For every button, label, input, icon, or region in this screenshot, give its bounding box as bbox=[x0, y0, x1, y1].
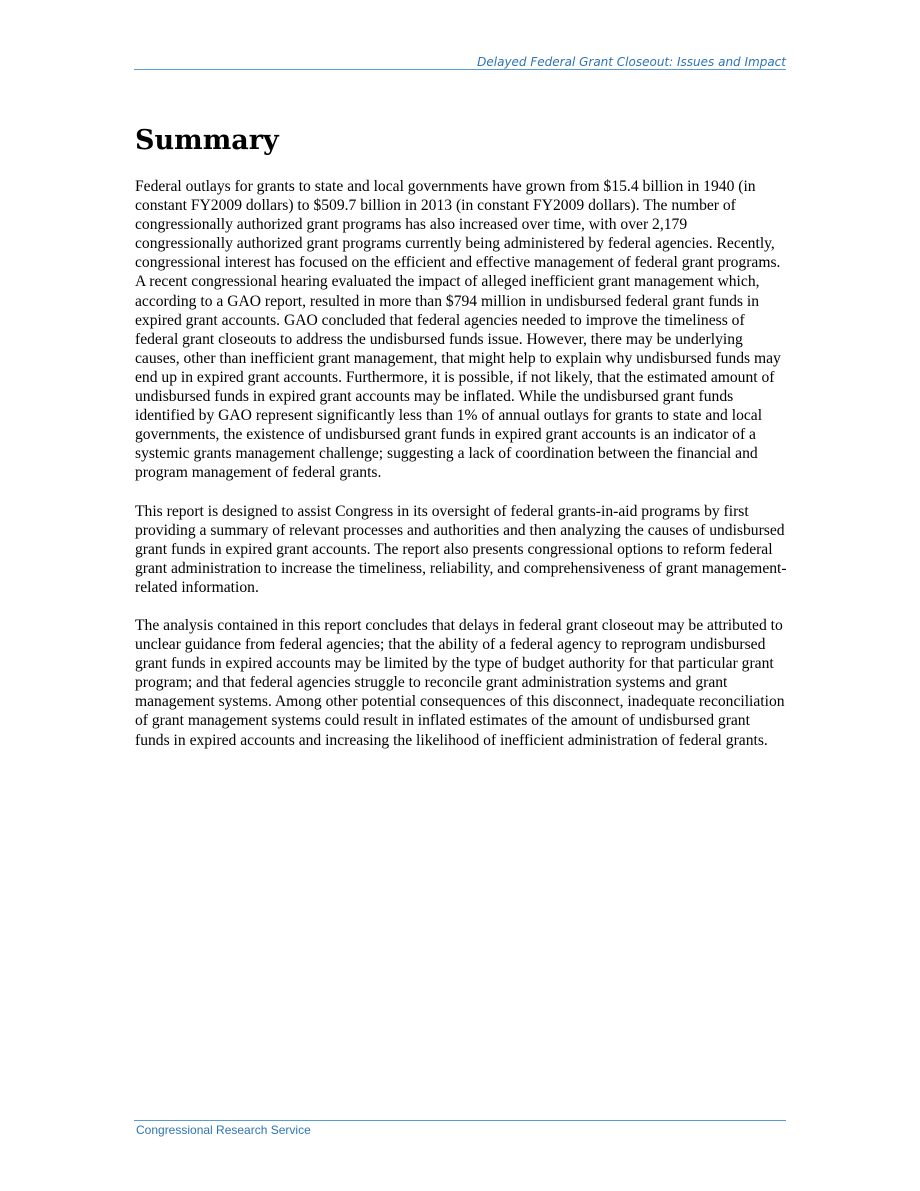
summary-paragraph-1: Federal outlays for grants to state and local governments have grown from $15.4 billion in 1940 (in constant FY2009 dollars) to $509.7 billion in 2013 (in constant FY2009 dollars). The number of congressionally authorized grant programs has also increased over time, with over 2,179 congressionally authorized grant programs currently being administered by federal agencies. Recently, congressional interest has focused on the efficient and effective management of federal grant programs. A recent congressional hearing evaluated the impact of alleged inefficient grant management which, according to a GAO report, resulted in more than $794 million in undisbursed federal grant funds in expired grant accounts. GAO concluded that federal agencies needed to improve the timeliness of federal grant closeouts to address the undisbursed funds issue. However, there may be underlying causes, other than inefficient grant management, that might help to explain why undisbursed funds may end up in expired grant accounts. Furthermore, it is possible, if not likely, that the estimated amount of undisbursed funds in expired grant accounts may be inflated. While the undisbursed grant funds identified by GAO represent significantly less than 1% of annual outlays for grants to state and local governments, the existence of undisbursed grant funds in expired grant accounts is an indicator of a systemic grants management challenge; suggesting a lack of coordination between the financial and program management of federal grants. bbox=[135, 178, 781, 482]
summary-paragraph-2: This report is designed to assist Congress in its oversight of federal grants-in-aid programs by first providing a summary of relevant processes and authorities and then analyzing the causes of undisbursed grant funds in expired grant accounts. The report also presents congressional options to reform federal grant administration to increase the timeliness, reliability, and comprehensiveness of grant management-related information. bbox=[135, 502, 787, 596]
summary-body bbox=[135, 177, 787, 769]
footer-divider bbox=[134, 1120, 786, 1121]
summary-paragraph-3: The analysis contained in this report concludes that delays in federal grant closeout may be attributed to unclear guidance from federal agencies; that the ability of a federal agency to reprogram undisbursed grant funds in expired accounts may be limited by the type of budget authority for that particular grant program; and that federal agencies struggle to reconcile grant administration systems and grant management systems. Among other potential consequences of this disconnect, inadequate reconciliation of grant management systems could result in inflated estimates of the amount of undisbursed grant funds in expired accounts and increasing the likelihood of inefficient administration of federal grants. bbox=[135, 616, 785, 749]
page-title: Summary bbox=[135, 125, 279, 156]
footer-organization: Congressional Research Service bbox=[136, 1123, 311, 1137]
running-header-title: Delayed Federal Grant Closeout: Issues and Impact bbox=[477, 55, 786, 69]
header-divider bbox=[134, 69, 786, 70]
